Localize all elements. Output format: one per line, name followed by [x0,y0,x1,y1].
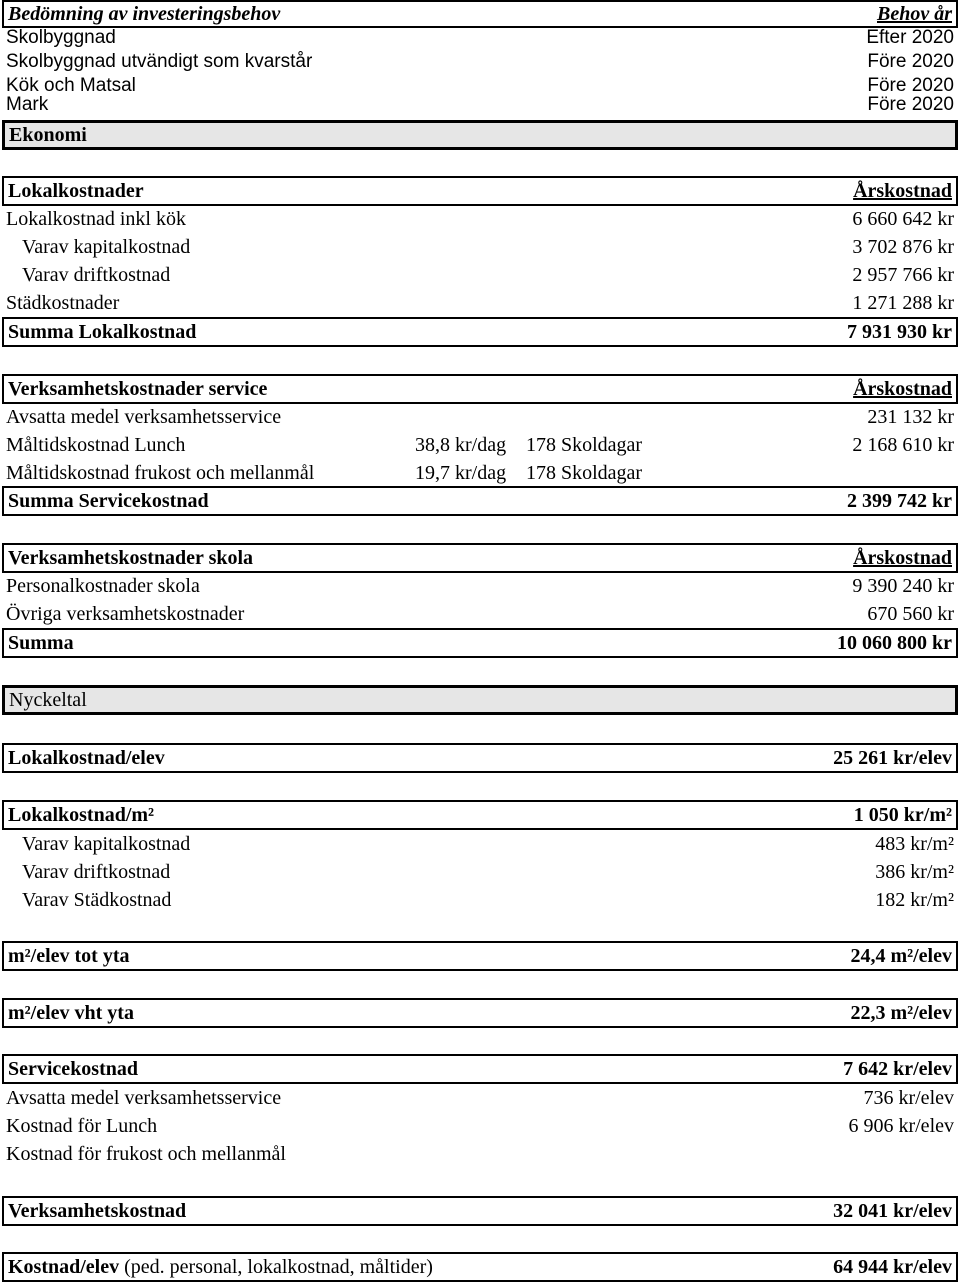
skola-sum [2,628,958,658]
servicekostnad-row-label: Kostnad för Lunch [6,1115,158,1137]
servicekostnad-row-label: Avsatta medel verksamhetsservice [6,1087,282,1109]
investment-row-value: Före 2020 [867,51,954,72]
m2-vht-label: m²/elev vht yta [8,1002,134,1024]
kostnad-per-elev-label [8,1254,433,1280]
section-nyckeltal [2,685,958,715]
service-row-label: Måltidskostnad frukost och mellanmål [6,462,315,484]
lokal-per-m2-row-label: Varav driftkostnad [22,861,171,883]
service-row-label: Måltidskostnad Lunch [6,434,186,456]
investment-row-label: Skolbyggnad utvändigt som kvarstår [6,51,313,72]
servicekostnad [2,1054,958,1084]
servicekostnad-row-value: 6 906 kr/elev [848,1115,954,1137]
investment-row-value: Före 2020 [867,75,954,96]
lokal-row-value: 3 702 876 kr [852,236,954,258]
service-sum [2,486,958,516]
lokal-per-m2-row-label: Varav kapitalkostnad [22,833,191,855]
section-ekonomi [2,120,958,150]
lokal-sum [2,317,958,347]
lokal-header [2,176,958,206]
service-row-days: 178 Skoldagar [526,462,643,484]
service-sum-label: Summa Servicekostnad [8,490,209,512]
lokal-per-elev [2,743,958,773]
section-title: Nyckeltal [9,689,87,711]
lokal-header-value: Årskostnad [853,180,952,202]
kostnad-per-elev-value: 64 944 kr/elev [833,1256,952,1278]
kostnad-per-elev-label-note: (ped. personal, lokalkostnad, måltider) [119,1256,433,1278]
lokal-per-elev-value: 25 261 kr/elev [833,747,952,769]
service-header [2,374,958,404]
service-sum-value: 2 399 742 kr [847,490,952,512]
lokal-row-label: Varav driftkostnad [22,264,171,286]
lokal-row-value: 1 271 288 kr [852,292,954,314]
kostnad-per-elev [2,1252,958,1282]
service-row-days: 178 Skoldagar [526,434,643,456]
investment-header-value: Behov år [877,3,952,25]
investment-row-label: Mark [6,95,49,113]
servicekostnad-row-label: Kostnad för frukost och mellanmål [6,1143,286,1165]
m2-tot-value: 24,4 m²/elev [850,945,952,967]
kostnad-per-elev-label-bold: Kostnad/elev [8,1256,120,1278]
lokal-row-value: 2 957 766 kr [852,264,954,286]
lokal-per-m2-label: Lokalkostnad/m² [8,804,155,826]
investment-header-label: Bedömning av investeringsbehov [8,3,281,25]
skola-row-value: 670 560 kr [867,603,954,625]
investment-header [2,0,958,28]
lokal-header-label: Lokalkostnader [8,180,144,202]
lokal-per-m2-row-value: 182 kr/m² [875,889,954,911]
service-header-value: Årskostnad [853,378,952,400]
service-header-label: Verksamhetskostnader service [8,378,268,400]
investment-row-label: Kök och Matsal [6,75,136,96]
service-row-label: Avsatta medel verksamhetsservice [6,406,282,428]
lokal-per-elev-label: Lokalkostnad/elev [8,747,165,769]
m2-tot [2,941,958,971]
lokal-row-label: Städkostnader [6,292,120,314]
service-row-value: 2 168 610 kr [852,434,954,456]
service-row-rate: 19,7 kr/dag [415,462,507,484]
lokal-per-m2-value: 1 050 kr/m² [853,804,952,826]
verksamhetskostnad [2,1196,958,1226]
lokal-per-m2 [2,800,958,830]
skola-row-value: 9 390 240 kr [852,575,954,597]
lokal-row-label: Lokalkostnad inkl kök [6,208,186,230]
service-row-value: 231 132 kr [867,406,954,428]
skola-row-label: Personalkostnader skola [6,575,200,597]
investment-row-label: Skolbyggnad [6,27,116,48]
servicekostnad-label: Servicekostnad [8,1058,138,1080]
skola-header [2,543,958,573]
lokal-row-value: 6 660 642 kr [852,208,954,230]
skola-row-label: Övriga verksamhetskostnader [6,603,245,625]
m2-tot-label: m²/elev tot yta [8,945,130,967]
servicekostnad-value: 7 642 kr/elev [843,1058,952,1080]
servicekostnad-row-value: 736 kr/elev [863,1087,954,1109]
service-row-rate: 38,8 kr/dag [415,434,507,456]
lokal-sum-value: 7 931 930 kr [847,321,952,343]
section-title: Ekonomi [9,124,87,146]
lokal-sum-label: Summa Lokalkostnad [8,321,197,343]
lokal-per-m2-row-label: Varav Städkostnad [22,889,172,911]
verksamhetskostnad-value: 32 041 kr/elev [833,1200,952,1222]
skola-header-value: Årskostnad [853,547,952,569]
m2-vht-value: 22,3 m²/elev [850,1002,952,1024]
investment-row-value: Efter 2020 [866,27,954,48]
verksamhetskostnad-label: Verksamhetskostnad [8,1200,187,1222]
investment-row-value: Före 2020 [867,95,954,113]
investment-row [2,95,958,113]
lokal-per-m2-row-value: 483 kr/m² [875,833,954,855]
skola-sum-label: Summa [8,632,74,654]
skola-header-label: Verksamhetskostnader skola [8,547,254,569]
lokal-per-m2-row-value: 386 kr/m² [875,861,954,883]
skola-sum-value: 10 060 800 kr [837,632,952,654]
lokal-row-label: Varav kapitalkostnad [22,236,191,258]
m2-vht [2,998,958,1028]
